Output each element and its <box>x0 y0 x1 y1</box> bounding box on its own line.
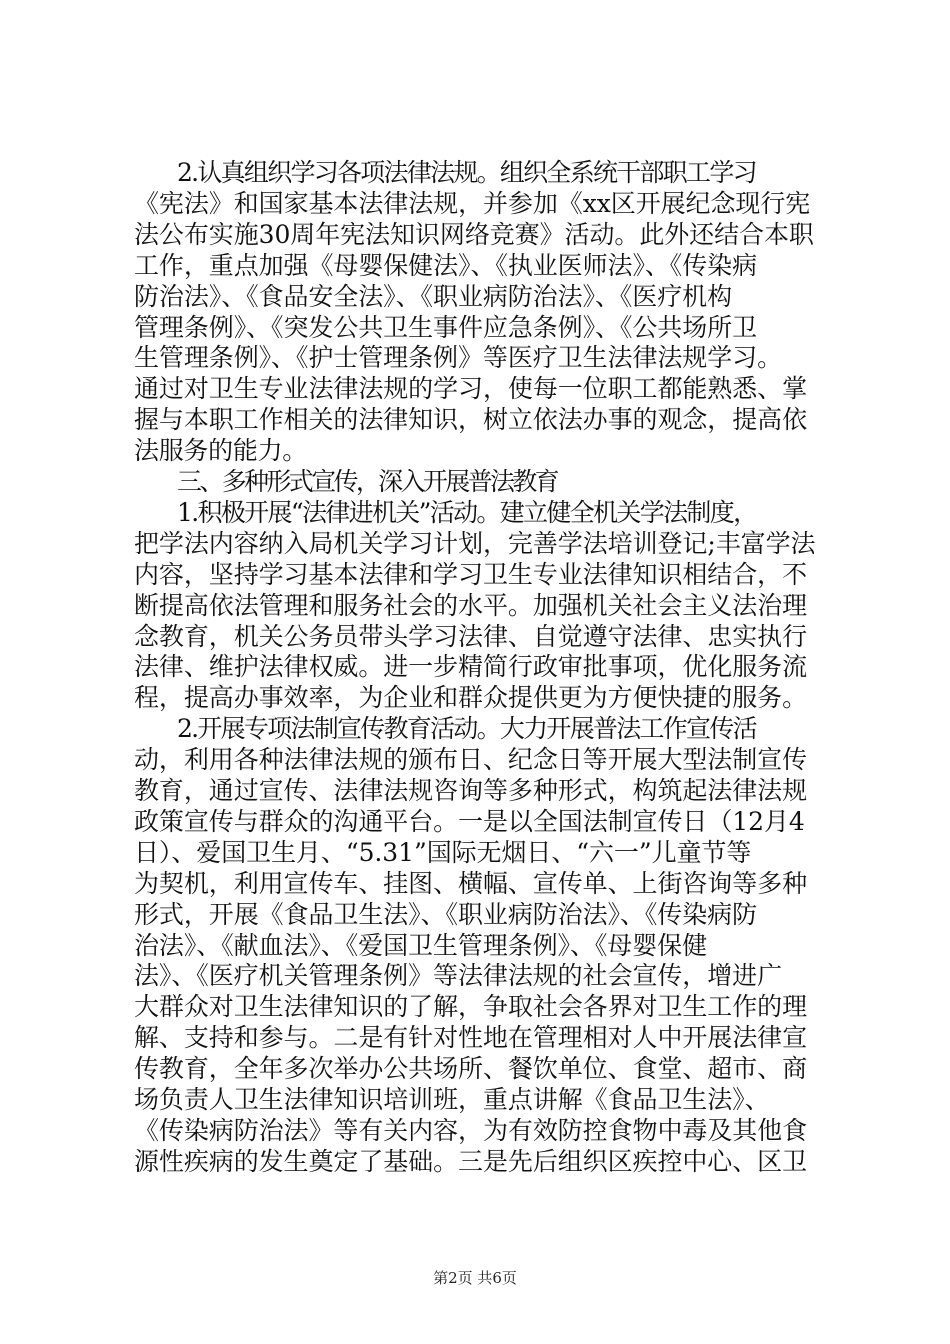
text-line: 治法》、《献血法》、《爱国卫生管理条例》、《母婴保健 <box>134 930 708 960</box>
text-line: 防治法》、《食品安全法》、《职业病防治法》、《医疗机构 <box>134 281 733 311</box>
text-line: 三、多种形式宣传，深入开展普法教育 <box>177 467 558 496</box>
text-line: 法律、维护法律权威。进一步精简行政审批事项，优化服务流 <box>134 652 808 682</box>
text-line: 2.开展专项法制宣传教育活动。大力开展普法工作宣传活 <box>177 714 756 744</box>
text-line: 把学法内容纳入局机关学习计划，完善学法培训登记;丰富学法 <box>134 528 816 558</box>
text-line: 《宪法》和国家基本法律法规，并参加《xx区开展纪念现行宪 <box>134 188 811 218</box>
text-line: 场负责人卫生法律知识培训班，重点讲解《食品卫生法》、 <box>134 1085 770 1114</box>
text-line: 内容，坚持学习基本法律和学习卫生专业法律知识相结合，不 <box>134 559 808 589</box>
text-line: 生管理条例》、《护士管理条例》等医疗卫生法律法规学习。 <box>134 343 783 373</box>
text-line: 教育，通过宣传、法律法规咨询等多种形式，构筑起法律法规 <box>134 776 808 805</box>
text-line: 程，提高办事效率，为企业和群众提供更为方便快捷的服务。 <box>134 683 808 713</box>
text-line: 断提高依法管理和服务社会的水平。加强机关社会主义法治理 <box>134 590 808 620</box>
text-line: 大群众对卫生法律知识的了解，争取社会各界对卫生工作的理 <box>134 992 808 1022</box>
text-line: 动，利用各种法律法规的颁布日、纪念日等开展大型法制宣传 <box>134 745 808 775</box>
page-footer: 第2页 共6页 <box>433 1269 517 1287</box>
text-line: 工作，重点加强《母婴保健法》、《执业医师法》、《传染病 <box>134 250 758 280</box>
text-line: 1.积极开展“法律进机关”活动。建立健全机关学法制度， <box>177 497 757 527</box>
text-line: 念教育，机关公务员带头学习法律、自觉遵守法律、忠实执行 <box>134 621 808 651</box>
text-line: 通过对卫生专业法律法规的学习，使每一位职工都能熟悉、掌 <box>134 374 808 404</box>
text-line: 日）、爱国卫生月、“5.31”国际无烟日、“六一”儿童节等 <box>134 837 752 867</box>
text-line: 为契机，利用宣传车、挂图、横幅、宣传单、上街咨询等多种 <box>134 868 808 898</box>
text-line: 政策宣传与群众的沟通平台。一是以全国法制宣传日（12月4 <box>134 806 805 836</box>
text-line: 解、支持和参与。二是有针对性地在管理相对人中开展法律宣 <box>134 1023 808 1053</box>
text-line: 法》、《医疗机关管理条例》等法律法规的社会宣传，增进广 <box>134 961 783 991</box>
text-line: 传教育，全年多次举办公共场所、餐饮单位、食堂、超市、商 <box>134 1054 808 1084</box>
text-line: 法公布实施30周年宪法知识网络竞赛》活动。此外还结合本职 <box>134 219 814 249</box>
text-line: 握与本职工作相关的法律知识，树立依法办事的观念，提高依 <box>134 405 808 435</box>
text-line: 源性疾病的发生奠定了基础。三是先后组织区疾控中心、区卫 <box>134 1146 808 1176</box>
text-line: 法服务的能力。 <box>134 436 308 466</box>
text-line: 管理条例》、《突发公共卫生事件应急条例》、《公共场所卫 <box>134 312 758 342</box>
text-line: 2.认真组织学习各项法律法规。组织全系统干部职工学习 <box>177 158 756 187</box>
text-line: 形式，开展《食品卫生法》、《职业病防治法》、《传染病防 <box>134 899 758 929</box>
text-line: 《传染病防治法》等有关内容，为有效防控食物中毒及其他食 <box>134 1115 808 1145</box>
